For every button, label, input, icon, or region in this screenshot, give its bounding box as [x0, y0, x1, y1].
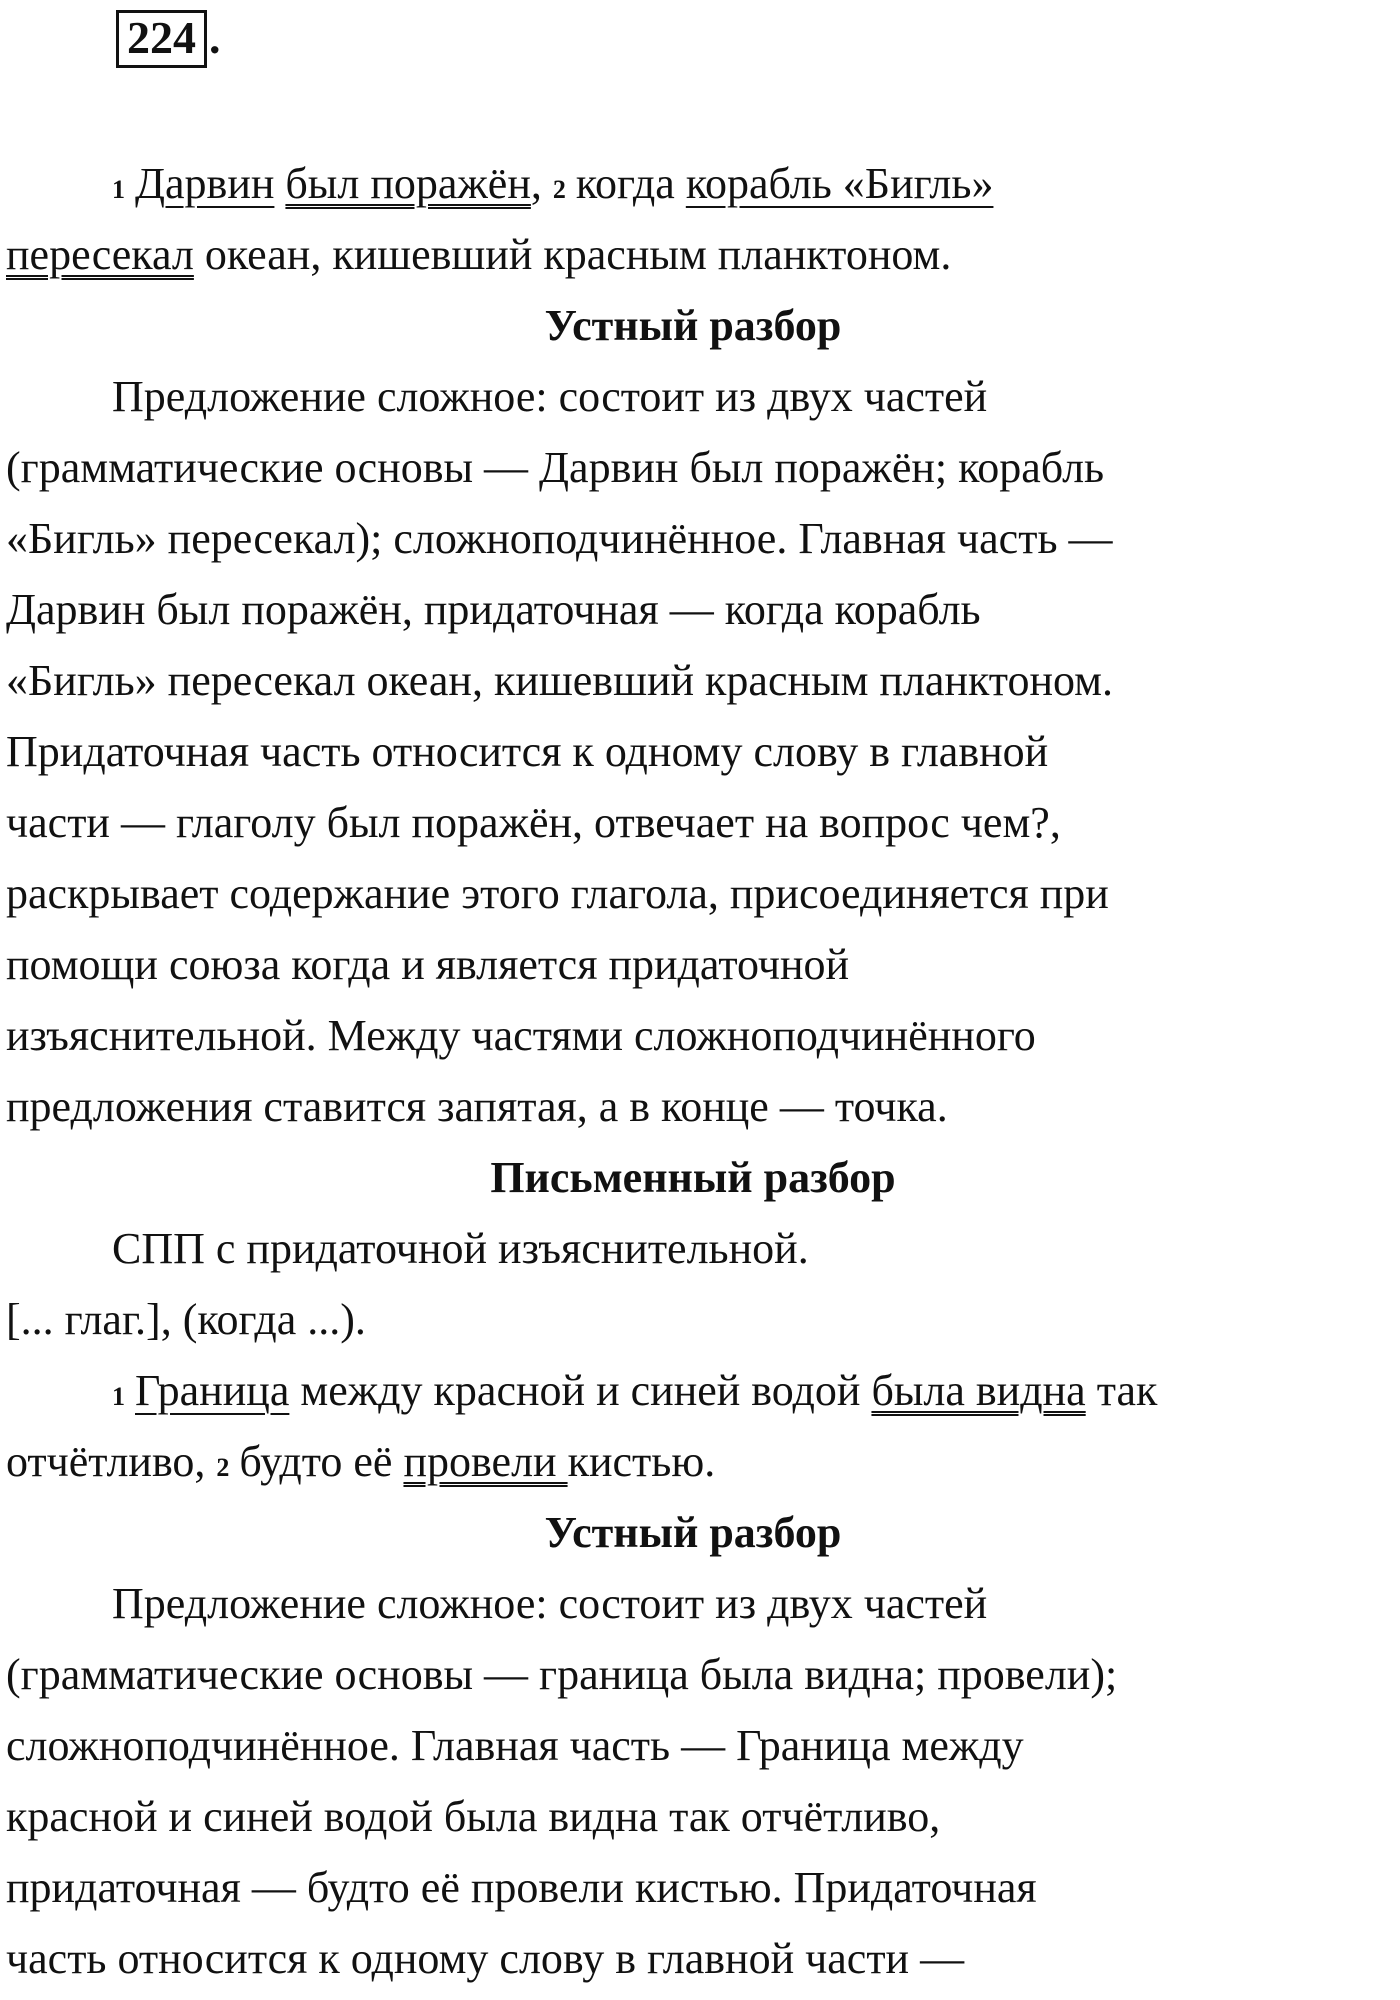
- scheme-line: [... глаг.], (когда ...).: [6, 1295, 366, 1344]
- oral-line: раскрывает содержание этого глагола, присоединяется при: [6, 869, 1109, 918]
- subject: Граница: [135, 1366, 290, 1415]
- exercise-content: [6, 148, 1394, 1994]
- conjunction: будто её: [239, 1437, 404, 1486]
- sentence-text: кистью.: [567, 1437, 716, 1486]
- sentence-text: отчётливо,: [6, 1437, 206, 1486]
- task-number: [116, 10, 221, 68]
- predicate: провели: [403, 1437, 568, 1486]
- sentence-1-line-1: [6, 148, 1394, 219]
- subject: Дарвин: [135, 159, 275, 208]
- conjunction: когда: [575, 159, 675, 208]
- task-number-dot: .: [209, 12, 221, 63]
- oral-line: Предложение сложное: состоит из двух частей: [112, 372, 988, 421]
- sentence-text: между красной и синей водой: [289, 1366, 872, 1415]
- predicate: была видна: [871, 1366, 1086, 1415]
- sentence-2-line-2: [6, 1426, 1394, 1497]
- oral-analysis-heading: Устный разбор: [544, 301, 842, 350]
- oral-line: «Бигль» пересекал); сложноподчинённое. Главная часть —: [6, 514, 1113, 563]
- part-number: 1: [112, 1382, 125, 1411]
- part-number: 1: [112, 175, 125, 204]
- oral-line: «Бигль» пересекал океан, кишевший красным планктоном.: [6, 656, 1114, 705]
- oral-line: части — глаголу был поражён, отвечает на вопрос чем?,: [6, 798, 1061, 847]
- sentence-text: так: [1085, 1366, 1158, 1415]
- oral-line: предложения ставится запятая, а в конце — точка.: [6, 1082, 948, 1131]
- sentence-text: океан, кишевший красным планктоном.: [193, 230, 952, 279]
- oral-line: Предложение сложное: состоит из двух частей: [112, 1579, 988, 1628]
- predicate: был поражён: [285, 159, 531, 208]
- written-analysis-heading: Письменный разбор: [490, 1153, 896, 1202]
- sentence-2-line-1: [6, 1355, 1394, 1426]
- oral-analysis-heading: Устный разбор: [544, 1508, 842, 1557]
- punct: ,: [530, 159, 542, 208]
- oral-line: (грамматические основы — Дарвин был поражён; корабль: [6, 443, 1105, 492]
- part-number: 2: [552, 175, 566, 204]
- oral-line: придаточная — будто её провели кистью. Придаточная: [6, 1863, 1037, 1912]
- task-number-box: 224: [116, 10, 207, 68]
- oral-line: часть относится к одному слову в главной части —: [6, 1934, 965, 1983]
- oral-line: красной и синей водой была видна так отчётливо,: [6, 1792, 941, 1841]
- oral-line: изъяснительной. Между частями сложноподчинённого: [6, 1011, 1036, 1060]
- written-line: СПП с придаточной изъяснительной.: [112, 1224, 809, 1273]
- subject: корабль «Бигль»: [685, 159, 994, 208]
- sentence-1-line-2: [6, 219, 1394, 290]
- oral-line: помощи союза когда и является придаточной: [6, 940, 850, 989]
- predicate: пересекал: [6, 230, 194, 279]
- oral-line: Дарвин был поражён, придаточная — когда корабль: [6, 585, 981, 634]
- oral-line: (грамматические основы — граница была видна; провели);: [6, 1650, 1118, 1699]
- oral-line: Придаточная часть относится к одному слову в главной: [6, 727, 1049, 776]
- part-number: 2: [216, 1453, 230, 1482]
- oral-line: сложноподчинённое. Главная часть — Граница между: [6, 1721, 1024, 1770]
